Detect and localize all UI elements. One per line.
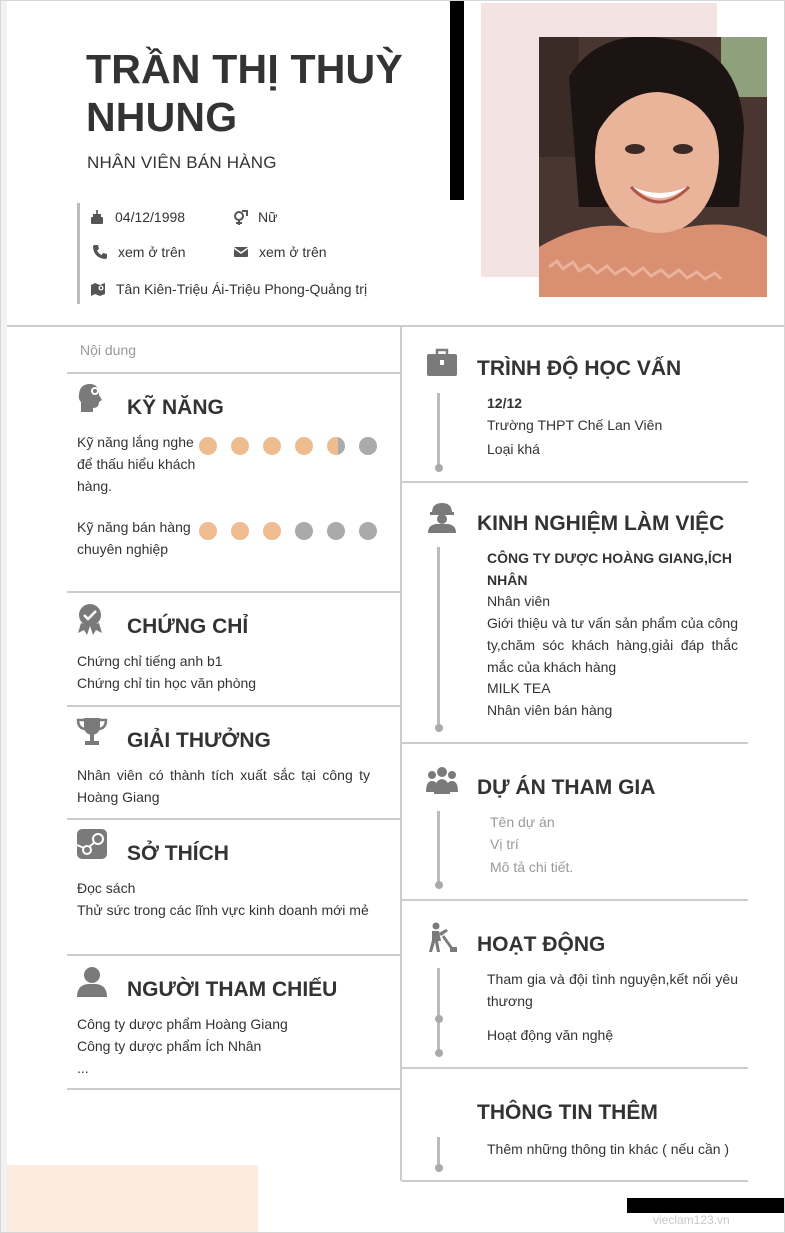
mail-icon xyxy=(233,244,249,260)
profile-photo-image xyxy=(539,37,767,297)
education-rank: Loại khá xyxy=(487,441,540,457)
decor-black-bar xyxy=(450,1,464,200)
email-row xyxy=(233,244,327,260)
skill-rating-dot xyxy=(359,437,377,455)
skills-title: KỸ NĂNG xyxy=(127,396,224,419)
projects-title: DỰ ÁN THAM GIA xyxy=(477,776,656,799)
skill-rating-dot xyxy=(199,522,217,540)
email-value: xem ở trên xyxy=(259,244,327,260)
address-value: Tân Kiên-Triệu Ái-Triệu Phong-Quảng trị xyxy=(116,281,368,297)
experience-company-2: MILK TEA xyxy=(487,680,551,696)
left-edge-shade xyxy=(1,1,7,1233)
skill-rating-dot xyxy=(327,437,345,455)
gender-icon xyxy=(232,209,248,225)
timeline-dot xyxy=(435,1049,443,1057)
timeline-dot xyxy=(435,881,443,889)
header-divider xyxy=(7,325,785,327)
extra-info-title: THÔNG TIN THÊM xyxy=(477,1101,658,1124)
experience-position-2: Nhân viên bán hàng xyxy=(487,702,613,718)
gender-row xyxy=(232,209,277,225)
steam-icon xyxy=(76,828,108,860)
birthday-row xyxy=(89,209,185,225)
certificate-badge-icon xyxy=(76,603,108,635)
section-divider xyxy=(67,372,400,374)
section-divider xyxy=(67,705,400,707)
timeline-line xyxy=(437,811,440,883)
job-title: NHÂN VIÊN BÁN HÀNG xyxy=(87,153,277,172)
gender-value: Nữ xyxy=(258,209,278,225)
project-role-placeholder: Vị trí xyxy=(490,836,519,852)
skill-rating-dot xyxy=(295,437,313,455)
education-school: Trường THPT Chế Lan Viên xyxy=(487,417,663,433)
awards-text: Nhân viên có thành tích xuất sắc tại công ty Hoàng Giang xyxy=(77,767,370,805)
person-icon xyxy=(76,965,108,997)
activity-item: Tham gia và đội tình nguyện,kết nối yêu thương xyxy=(487,971,738,1009)
skill-rating-dot xyxy=(263,522,281,540)
experience-description: Giới thiệu và tư vấn sản phẩm của công ty,chăm sóc khách hàng,giải đáp thắc mắc của khách hàng xyxy=(487,615,738,675)
watermark: vieclam123.vn xyxy=(653,1213,730,1227)
brain-head-icon xyxy=(76,382,108,414)
awards-title: GIẢI THƯỞNG xyxy=(127,729,271,752)
hobby-item: Thử sức trong các lĩnh vực kinh doanh mới mẻ xyxy=(77,902,369,918)
skill-rating-dot xyxy=(327,522,345,540)
experience-title: KINH NGHIỆM LÀM VIỆC xyxy=(477,512,725,535)
skill-rating-dot xyxy=(231,522,249,540)
timeline-line xyxy=(437,1137,440,1167)
project-desc-placeholder: Mô tả chi tiết. xyxy=(490,859,574,875)
section-divider xyxy=(402,1180,748,1182)
activities-title: HOẠT ĐỘNG xyxy=(477,933,606,956)
briefcase-icon xyxy=(426,346,458,378)
skill-rating-dot xyxy=(263,437,281,455)
skill-1-name: Kỹ năng lắng nghe để thấu hiểu khách hàng. xyxy=(77,434,196,494)
skill-rating-dot xyxy=(231,437,249,455)
trophy-icon xyxy=(76,716,108,748)
group-icon xyxy=(426,764,458,796)
profile-photo xyxy=(539,37,767,297)
project-name-placeholder: Tên dự án xyxy=(490,814,555,830)
birthday-value: 04/12/1998 xyxy=(115,209,186,225)
phone-icon xyxy=(92,244,108,260)
contact-info-border xyxy=(77,203,80,304)
column-divider xyxy=(400,327,402,1181)
content-placeholder: Nội dung xyxy=(80,342,137,358)
references-title: NGƯỜI THAM CHIẾU xyxy=(127,978,338,1001)
skill-rating-dot xyxy=(199,437,217,455)
map-pin-icon xyxy=(90,281,106,297)
experience-company: CÔNG TY DƯỢC HOÀNG GIANG,ÍCH NHÂN xyxy=(487,550,732,588)
timeline-line xyxy=(437,547,440,727)
skill-rating-dot xyxy=(295,522,313,540)
timeline-line xyxy=(437,393,440,467)
section-divider xyxy=(67,1088,400,1090)
certificate-item: Chứng chỉ tiếng anh b1 xyxy=(77,653,223,669)
section-divider xyxy=(402,742,748,744)
address-row xyxy=(90,281,367,297)
education-grade: 12/12 xyxy=(487,395,523,411)
section-divider xyxy=(402,1067,748,1069)
certificates-title: CHỨNG CHỈ xyxy=(127,615,249,638)
certificate-item: Chứng chỉ tin học văn phòng xyxy=(77,675,257,691)
timeline-dot xyxy=(435,724,443,732)
decor-peach-block xyxy=(7,1165,258,1233)
hobbies-title: SỞ THÍCH xyxy=(127,842,229,865)
timeline-line xyxy=(437,968,440,1054)
reference-item: Công ty dược phẩm Hoàng Giang xyxy=(77,1016,288,1032)
phone-row xyxy=(92,244,186,260)
section-divider xyxy=(67,954,400,956)
skill-rating-dot xyxy=(359,522,377,540)
decor-black-bar-bottom xyxy=(627,1198,785,1213)
activity-item: Hoạt động văn nghệ xyxy=(487,1027,614,1043)
extra-info-text: Thêm những thông tin khác ( nếu cần ) xyxy=(487,1141,730,1157)
timeline-dot xyxy=(435,1164,443,1172)
section-divider xyxy=(402,899,748,901)
section-divider xyxy=(67,591,400,593)
reference-item: Công ty dược phẩm Ích Nhân xyxy=(77,1038,262,1054)
education-title: TRÌNH ĐỘ HỌC VẤN xyxy=(477,357,682,380)
section-divider xyxy=(67,818,400,820)
experience-position: Nhân viên xyxy=(487,593,551,609)
volunteer-icon xyxy=(426,921,458,953)
section-divider xyxy=(402,481,748,483)
timeline-dot xyxy=(435,1015,443,1023)
phone-value: xem ở trên xyxy=(118,244,186,260)
candidate-name: TRẦN THỊ THUỲ NHUNG xyxy=(86,46,403,140)
hobby-item: Đọc sách xyxy=(77,880,136,896)
skill-2-name: Kỹ năng bán hàng chuyên nghiệp xyxy=(77,519,191,557)
reference-item: ... xyxy=(77,1060,89,1076)
cake-icon xyxy=(89,209,105,225)
timeline-dot xyxy=(435,464,443,472)
worker-icon xyxy=(426,501,458,533)
